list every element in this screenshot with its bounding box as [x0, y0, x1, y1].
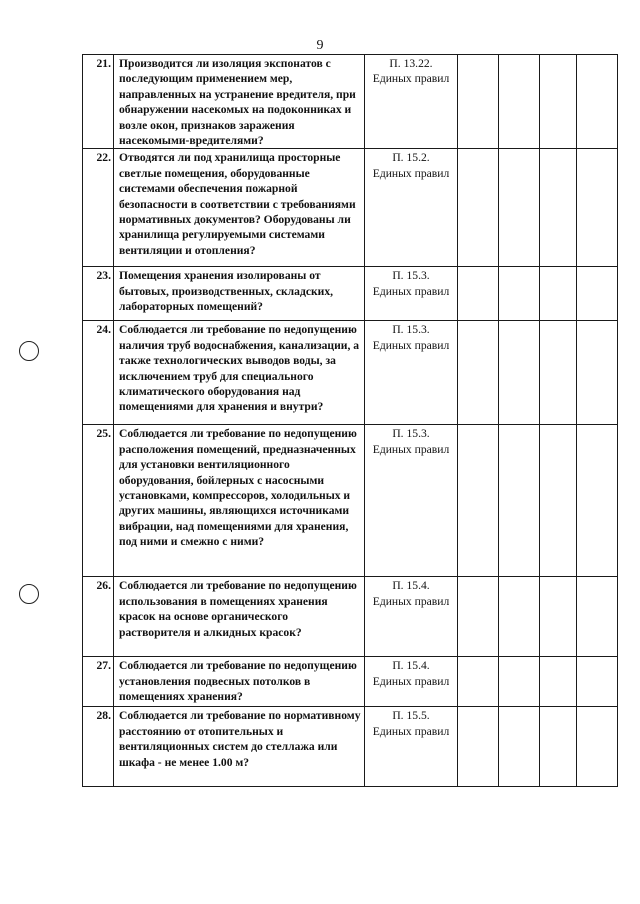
- reference-document: Единых правил: [372, 284, 450, 298]
- table-row: [83, 425, 618, 577]
- rule-reference: [365, 321, 458, 425]
- reference-clause: П. 15.3.: [392, 323, 430, 337]
- table-row: [83, 321, 618, 425]
- reference-clause: П. 15.3.: [392, 427, 430, 441]
- reference-document: Единых правил: [372, 674, 450, 688]
- rule-reference: [365, 707, 458, 787]
- answer-cell[interactable]: [458, 707, 499, 787]
- table-row: [83, 577, 618, 657]
- question-text: Отводятся ли под хранилища просторные светлые помещения, оборудованные системами обеспечения пожарной безопасности в соответствии с требованиями нормативных документов? Оборудованы ли хранилища регулируемыми системами вентиляции и отопления?: [114, 149, 365, 267]
- answer-cell[interactable]: [499, 321, 540, 425]
- question-text: Соблюдается ли требование по недопущению расположения помещений, предназначенных для установки вентиляционного оборудования, бойлерных с насосными установками, компрессоров, холодильных и других машины, являющихся источниками вибрации, над помещениями для хранения, под ними и смежно с ними?: [114, 425, 365, 577]
- question-text: Помещения хранения изолированы от бытовых, производственных, складских, лабораторных помещений?: [114, 267, 365, 321]
- answer-cell[interactable]: [540, 657, 577, 707]
- answer-cell[interactable]: [540, 267, 577, 321]
- reference-document: Единых правил: [372, 724, 450, 738]
- answer-cell[interactable]: [458, 657, 499, 707]
- answer-cell[interactable]: [577, 55, 618, 149]
- answer-cell[interactable]: [540, 577, 577, 657]
- row-number: 27.: [83, 657, 114, 707]
- answer-cell[interactable]: [499, 425, 540, 577]
- row-number: 24.: [83, 321, 114, 425]
- answer-cell[interactable]: [577, 577, 618, 657]
- rule-reference: [365, 577, 458, 657]
- rule-reference: [365, 425, 458, 577]
- answer-cell[interactable]: [458, 577, 499, 657]
- answer-cell[interactable]: [458, 55, 499, 149]
- reference-document: Единых правил: [372, 72, 450, 86]
- row-number: 23.: [83, 267, 114, 321]
- answer-cell[interactable]: [458, 149, 499, 267]
- table-row: [83, 149, 618, 267]
- answer-cell[interactable]: [499, 707, 540, 787]
- checklist-table: [82, 54, 618, 787]
- reference-clause: П. 15.3.: [392, 269, 430, 283]
- answer-cell[interactable]: [577, 321, 618, 425]
- answer-cell[interactable]: [577, 267, 618, 321]
- answer-cell[interactable]: [577, 657, 618, 707]
- table-row: [83, 707, 618, 787]
- question-text: Соблюдается ли требование по недопущению установления подвесных потолков в помещениях хранения?: [114, 657, 365, 707]
- answer-cell[interactable]: [577, 425, 618, 577]
- rule-reference: [365, 267, 458, 321]
- reference-document: Единых правил: [372, 442, 450, 456]
- answer-cell[interactable]: [499, 577, 540, 657]
- page-number: 9: [316, 38, 324, 53]
- row-number: 28.: [83, 707, 114, 787]
- answer-cell[interactable]: [540, 707, 577, 787]
- table-row: [83, 267, 618, 321]
- question-text: Соблюдается ли требование по недопущению наличия труб водоснабжения, канализации, а также технологических выводов воды, за исключением труб для специального климатического оборудования над помещениями для хранения и внутри?: [114, 321, 365, 425]
- reference-clause: П. 13.22.: [389, 57, 433, 70]
- row-number: 25.: [83, 425, 114, 577]
- row-number: 22.: [83, 149, 114, 267]
- answer-cell[interactable]: [499, 657, 540, 707]
- answer-cell[interactable]: [499, 149, 540, 267]
- row-number: 21.: [83, 55, 114, 149]
- answer-cell[interactable]: [458, 425, 499, 577]
- rule-reference: [365, 149, 458, 267]
- answer-cell[interactable]: [458, 321, 499, 425]
- question-text: Соблюдается ли требование по недопущению использования в помещениях хранения красок на основе органического растворителя и алкидных красок?: [114, 577, 365, 657]
- question-text: Соблюдается ли требование по нормативному расстоянию от отопительных и вентиляционных систем до стеллажа или шкафа - не менее 1.00 м?: [114, 707, 365, 787]
- row-number: 26.: [83, 577, 114, 657]
- answer-cell[interactable]: [499, 55, 540, 149]
- answer-cell[interactable]: [458, 267, 499, 321]
- rule-reference: [365, 657, 458, 707]
- reference-clause: П. 15.4.: [392, 579, 430, 593]
- reference-document: Единых правил: [372, 166, 450, 180]
- answer-cell[interactable]: [540, 425, 577, 577]
- answer-cell[interactable]: [540, 149, 577, 267]
- answer-cell[interactable]: [577, 149, 618, 267]
- answer-cell[interactable]: [540, 55, 577, 149]
- reference-document: Единых правил: [372, 594, 450, 608]
- question-text: Производится ли изоляция экспонатов с последующим применением мер, направленных на устранение вредителя, при обнаружении насекомых на подоконниках и возле окон, признаков заражения насекомыми-вредителями?: [114, 55, 365, 149]
- reference-clause: П. 15.4.: [392, 659, 430, 673]
- binder-hole: [19, 341, 39, 361]
- table-row: [83, 55, 618, 149]
- answer-cell[interactable]: [499, 267, 540, 321]
- answer-cell[interactable]: [540, 321, 577, 425]
- reference-document: Единых правил: [372, 338, 450, 352]
- reference-clause: П. 15.5.: [392, 709, 430, 723]
- rule-reference: [365, 55, 458, 149]
- answer-cell[interactable]: [577, 707, 618, 787]
- reference-clause: П. 15.2.: [392, 151, 430, 165]
- table-row: [83, 657, 618, 707]
- binder-hole: [19, 584, 39, 604]
